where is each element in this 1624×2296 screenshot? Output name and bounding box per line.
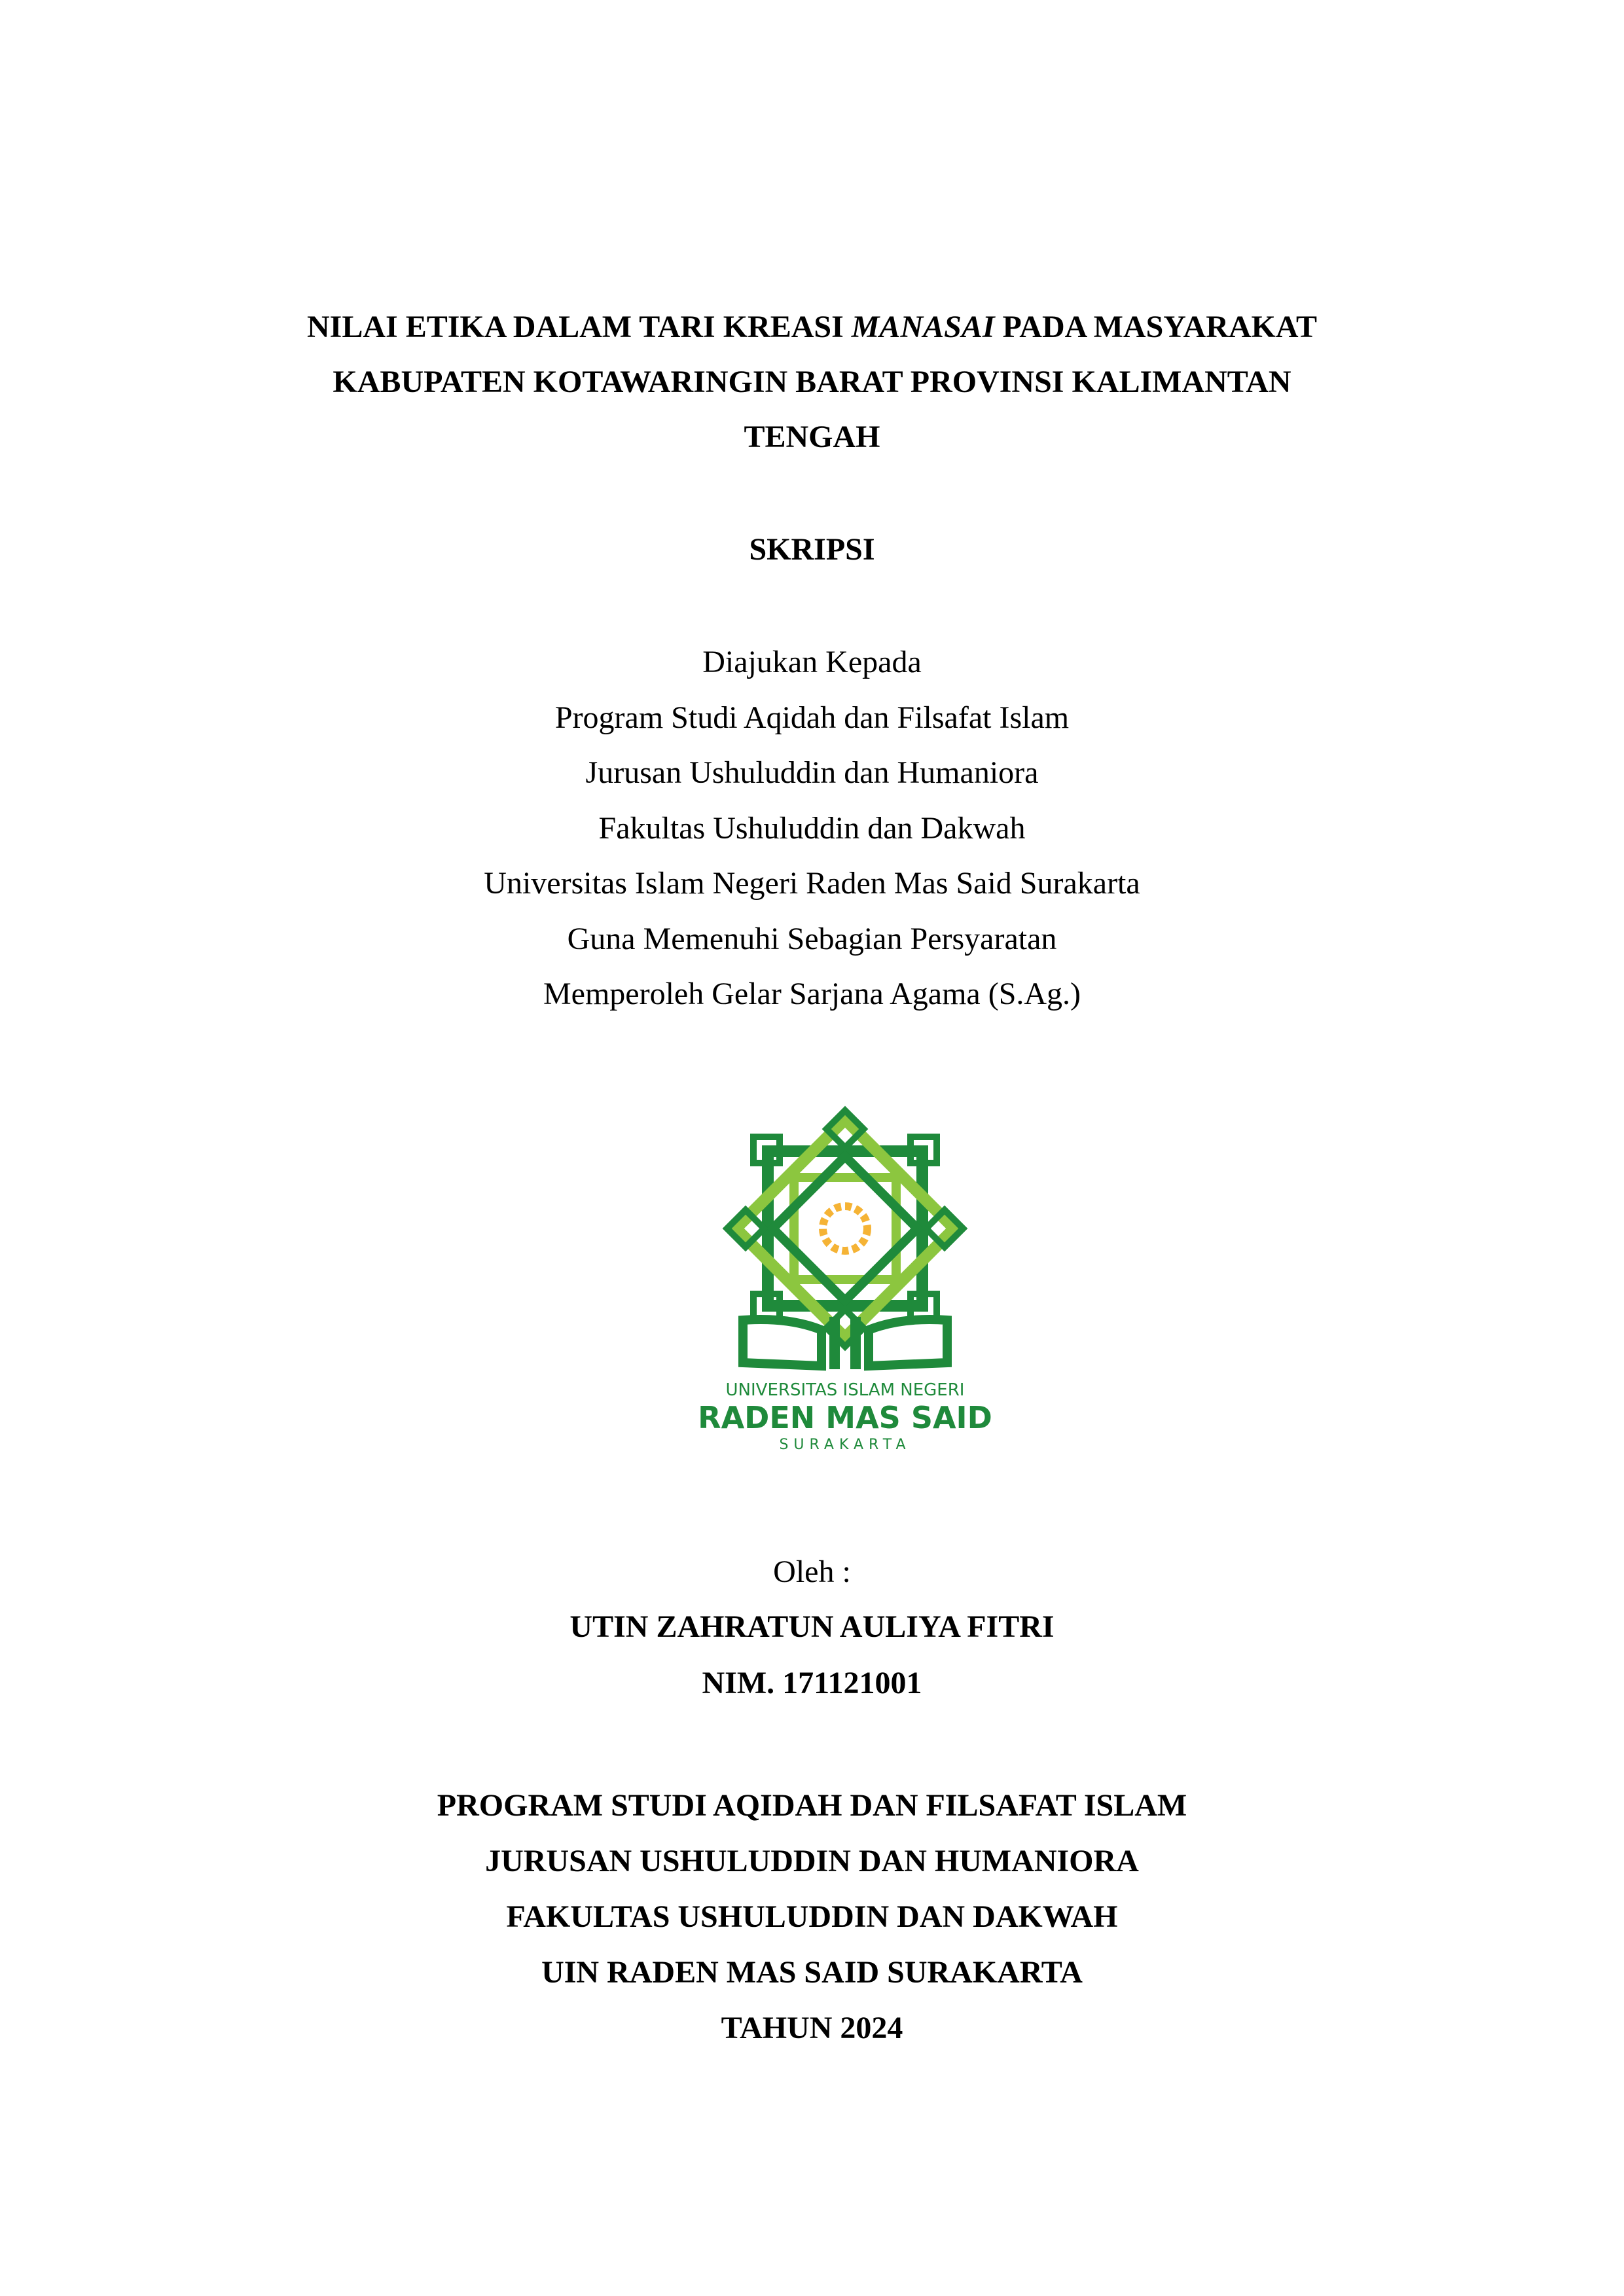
submission-line: Memperoleh Gelar Sarjana Agama (S.Ag.) <box>543 977 1081 1011</box>
title-line-1 <box>0 300 1624 355</box>
institution-block <box>0 1778 1624 2056</box>
student-id: NIM. 171121001 <box>702 1666 922 1700</box>
logo-text-line-2: RADEN MAS SAID <box>698 1400 992 1435</box>
submission-line: Program Studi Aqidah dan Filsafat Islam <box>554 700 1070 735</box>
submission-line: Jurusan Ushuluddin dan Humaniora <box>585 755 1039 790</box>
submission-line: Guna Memenuhi Sebagian Persyaratan <box>567 921 1057 956</box>
institution-line: UIN RADEN MAS SAID SURAKARTA <box>541 1955 1083 1990</box>
submission-line: Fakultas Ushuluddin dan Dakwah <box>598 810 1026 846</box>
title-line-3: TENGAH <box>744 420 880 454</box>
emblem-center <box>833 1217 857 1240</box>
by-label: Oleh : <box>773 1554 851 1589</box>
submission-line: Diajukan Kepada <box>702 645 922 679</box>
title-line-2: KABUPATEN KOTAWARINGIN BARAT PROVINSI KALIMANTAN <box>333 365 1291 399</box>
institution-line: JURUSAN USHULUDDIN DAN HUMANIORA <box>485 1844 1139 1878</box>
thesis-title <box>0 300 1624 465</box>
institution-line: PROGRAM STUDI AQIDAH DAN FILSAFAT ISLAM <box>437 1788 1187 1823</box>
title-line-1-start: NILAI ETIKA DALAM TARI KREASI <box>307 310 852 344</box>
institution-line: FAKULTAS USHULUDDIN DAN DAKWAH <box>506 1899 1118 1934</box>
logo-text-line-1: UNIVERSITAS ISLAM NEGERI <box>725 1380 965 1400</box>
title-italic-word: MANASAI <box>851 310 995 344</box>
submission-line: Universitas Islam Negeri Raden Mas Said Surakarta <box>484 866 1140 901</box>
title-line-1-end: PADA MASYARAKAT <box>994 310 1317 344</box>
university-emblem-icon <box>698 1121 992 1461</box>
year-line: TAHUN 2024 <box>721 2011 903 2045</box>
document-type: SKRIPSI <box>749 532 875 567</box>
author-name: UTIN ZAHRATUN AULIYA FITRI <box>569 1609 1055 1644</box>
logo-text-line-3: SURAKARTA <box>779 1437 911 1453</box>
university-logo <box>698 1121 992 1461</box>
submission-block <box>0 635 1624 1022</box>
